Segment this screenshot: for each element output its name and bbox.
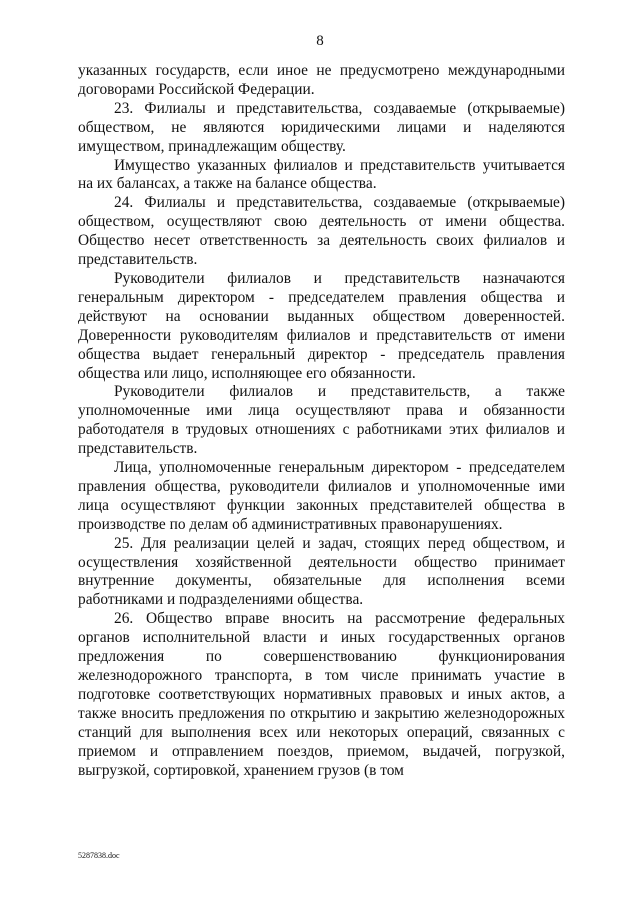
paragraph-24-heads-rights: Руководители филиалов и представительств, а также уполномоченные ими лица осуществляют права и обязанности работодателя в трудовых отношениях с работниками этих филиалов и представительств. <box>78 383 565 458</box>
paragraph-24: 24. Филиалы и представительства, создаваемые (открываемые) обществом, осуществляют свою деятельность от имени общества. Общество несет ответственность за деятельность своих филиалов и представительств. <box>78 194 565 269</box>
document-body <box>78 62 565 780</box>
paragraph-23: 23. Филиалы и представительства, создаваемые (открываемые) обществом, не являются юридическими лицами и наделяются имуществом, принадлежащим обществу. <box>78 99 565 155</box>
paragraph-23-property: Имущество указанных филиалов и представительств учитывается на их балансах, а также на балансе общества. <box>78 156 565 193</box>
paragraph-25: 25. Для реализации целей и задач, стоящих перед обществом, и осуществления хозяйственной деятельности общество принимает внутренние документы, обязательные для исполнения всеми работниками и подразделениями общества. <box>78 534 565 609</box>
paragraph-24-representatives: Лица, уполномоченные генеральным директором - председателем правления общества, руководители филиалов и уполномоченные ими лица осуществляют функции законных представителей общества в производстве по делам об административных правонарушениях. <box>78 459 565 533</box>
footer-filename: 5287838.doc <box>78 851 120 860</box>
paragraph-24-heads-appointment: Руководители филиалов и представительств назначаются генеральным директором - председателем правления общества и действуют на основании выданных обществом доверенностей. Доверенности руководителям филиалов и представительств от имени общества выдает генеральный директор - председатель правления общества или лицо, исполняющее его обязанности. <box>78 269 565 382</box>
paragraph-continuation: указанных государств, если иное не предусмотрено международными договорами Российской Федерации. <box>78 62 565 98</box>
paragraph-26: 26. Общество вправе вносить на рассмотрение федеральных органов исполнительной власти и иных государственных органов предложения по совершенствованию функционирования железнодорожного транспорта, в том числе принимать участие в подготовке соответствующих нормативных правовых и иных актов, а также вносить предложения по открытию и закрытию железнодорожных станций для выполнения всех или некоторых операций, связанных с приемом и отправлением поездов, приемом, выдачей, погрузкой, выгрузкой, сортировкой, хранением грузов (в том <box>78 610 565 779</box>
page-number: 8 <box>316 33 324 49</box>
